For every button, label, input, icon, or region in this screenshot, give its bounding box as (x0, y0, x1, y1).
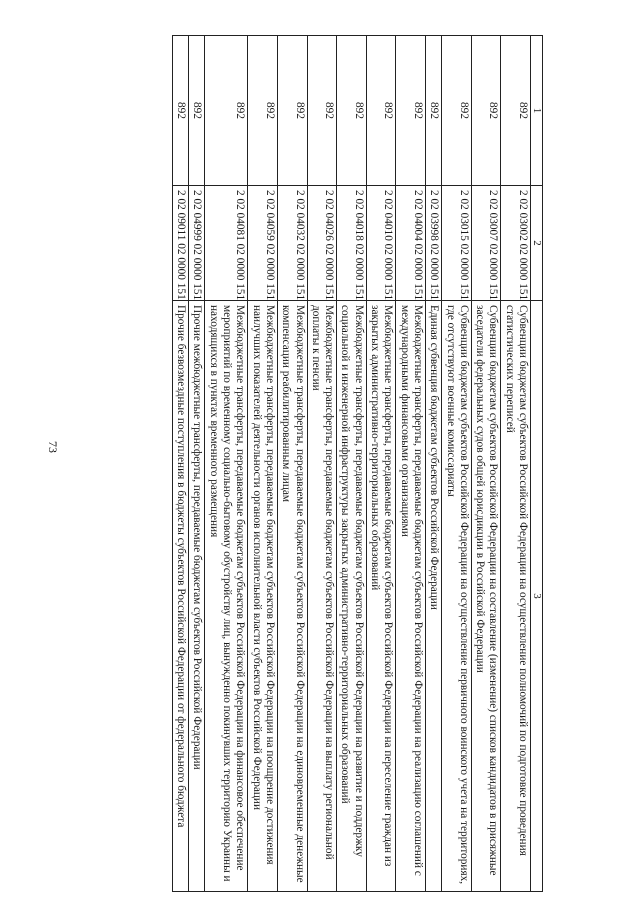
table-row (205, 36, 248, 892)
revenue-name-cell: Межбюджетные трансферты, передаваемые бюджетам субъектов Российской Федерации на переселение граждан из закрытых административно-территориальных образований (366, 301, 396, 892)
table-row (307, 36, 337, 892)
table-row (396, 36, 426, 892)
budget-code-cell: 2 02 04026 02 0000 151 (307, 186, 337, 301)
table-row (172, 36, 188, 892)
revenue-name-cell: Субвенции бюджетам субъектов Российской Федерации на составление (изменение) списков кандидатов в присяжные заседатели федеральных судов общей юрисдикции в Российской Федерации (471, 301, 501, 892)
admin-code-cell: 892 (366, 36, 396, 186)
budget-code-cell: 2 02 03007 02 0000 151 (471, 186, 501, 301)
admin-code-cell: 892 (205, 36, 248, 186)
budget-code-cell: 2 02 04081 02 0000 151 (205, 186, 248, 301)
table-row (189, 36, 205, 892)
admin-code-cell: 892 (307, 36, 337, 186)
table-row (366, 36, 396, 892)
admin-code-cell: 892 (501, 36, 531, 186)
header-col-2: 2 (531, 186, 543, 301)
admin-code-cell: 892 (248, 36, 278, 186)
admin-code-cell: 892 (396, 36, 426, 186)
budget-code-cell: 2 02 04010 02 0000 151 (366, 186, 396, 301)
revenue-name-cell: Единая субвенция бюджетам субъектов Российской Федерации (425, 301, 441, 892)
revenue-name-cell: Субвенции бюджетам субъектов Российской Федерации на осуществление первичного воинского учета на территориях, где отсутствуют военные комиссариаты (442, 301, 472, 892)
budget-code-cell: 2 02 03998 02 0000 151 (425, 186, 441, 301)
revenue-name-cell: Межбюджетные трансферты, передаваемые бюджетам субъектов Российской Федерации на единовременные денежные компенсации реабилитированным лицам (277, 301, 307, 892)
revenue-name-cell: Межбюджетные трансферты, передаваемые бюджетам субъектов Российской Федерации на развитие и поддержку социальной и инженерной инфраструктуры закрытых административно-территориальных образований (337, 301, 367, 892)
revenue-name-cell: Межбюджетные трансферты, передаваемые бюджетам субъектов Российской Федерации на поощрение достижения наилучших показателей деятельности органов исполнительной власти субъектов Российской Федерации (248, 301, 278, 892)
revenue-name-cell: Межбюджетные трансферты, передаваемые бюджетам субъектов Российской Федерации на реализацию соглашений с международными финансовыми организациями (396, 301, 426, 892)
admin-code-cell: 892 (471, 36, 501, 186)
budget-code-cell: 2 02 04004 02 0000 151 (396, 186, 426, 301)
revenue-name-cell: Межбюджетные трансферты, передаваемые бюджетам субъектов Российской Федерации на выплату региональной доплаты к пенсии (307, 301, 337, 892)
admin-code-cell: 892 (172, 36, 188, 186)
table-header-row (531, 36, 543, 892)
admin-code-cell: 892 (442, 36, 472, 186)
budget-code-cell: 2 02 04059 02 0000 151 (248, 186, 278, 301)
header-col-1: 1 (531, 36, 543, 186)
revenue-name-cell: Прочие межбюджетные трансферты, передаваемые бюджетам субъектов Российской Федерации (189, 301, 205, 892)
budget-code-cell: 2 02 04018 02 0000 151 (337, 186, 367, 301)
budget-code-cell: 2 02 03015 02 0000 151 (442, 186, 472, 301)
table-row (337, 36, 367, 892)
admin-code-cell: 892 (425, 36, 441, 186)
admin-code-cell: 892 (189, 36, 205, 186)
budget-code-cell: 2 02 04999 02 0000 151 (189, 186, 205, 301)
budget-code-cell: 2 02 09011 02 0000 151 (172, 186, 188, 301)
table-row (471, 36, 501, 892)
budget-codes-table (172, 35, 543, 892)
table-row (248, 36, 278, 892)
revenue-name-cell: Субвенции бюджетам субъектов Российской Федерации на осуществление полномочий по подготовке проведения статистических переписей (501, 301, 531, 892)
revenue-name-cell: Прочие безвозмездные поступления в бюджеты субъектов Российской Федерации от федерального бюджета (172, 301, 188, 892)
header-col-3: 3 (531, 301, 543, 892)
table-row (442, 36, 472, 892)
admin-code-cell: 892 (337, 36, 367, 186)
table-row (277, 36, 307, 892)
revenue-name-cell: Межбюджетные трансферты, передаваемые бюджетам субъектов Российской Федерации на финансовое обеспечение мероприятий по временному социально-бытовому обустройству лиц, вынужденно покинувших территорию Украины и находящихся в пунктах временного размещения (205, 301, 248, 892)
admin-code-cell: 892 (277, 36, 307, 186)
table-row (501, 36, 531, 892)
table-row (425, 36, 441, 892)
budget-code-cell: 2 02 03002 02 0000 151 (501, 186, 531, 301)
page-number: 73 (46, 441, 60, 453)
budget-code-cell: 2 02 04032 02 0000 151 (277, 186, 307, 301)
